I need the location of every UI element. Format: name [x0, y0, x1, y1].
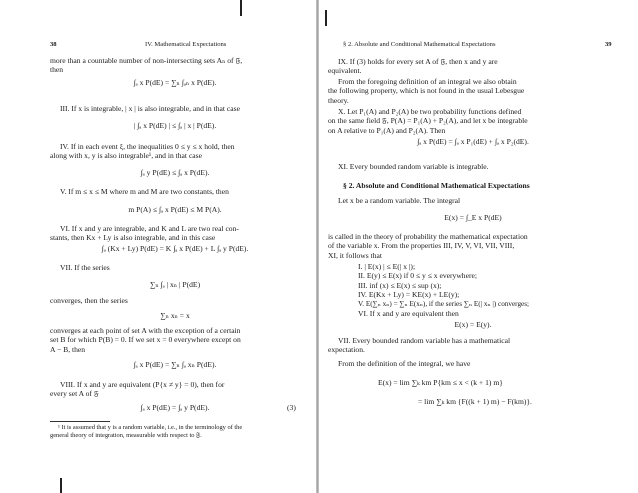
equation: m P(A) ≤ ∫ₐ x P(dE) ≤ M P(A).: [128, 205, 222, 214]
equation-number: (3): [287, 403, 296, 412]
footnote-rule: [50, 421, 110, 422]
equation: E(x) = ∫_E x P(dE): [444, 213, 502, 222]
equation: | ∫ₐ x P(dE) | ≤ ∫ₐ | x | P(dE).: [133, 121, 217, 130]
list-item: IV. E(Kx + Ly) = KE(x) + LE(y);: [358, 290, 460, 300]
equation: E(x) = E(y).: [454, 320, 492, 329]
paragraph: From the definition of the integral, we have: [338, 359, 471, 368]
paragraph: IV. If in each event ξ, the inequalities 0 ≤ y ≤ x hold, then along with x, y is also integrable¹, and in that case: [50, 142, 235, 161]
list-item: VI. If x and y are equivalent then: [358, 309, 459, 319]
paragraph: VII. If the series: [60, 263, 110, 272]
footnote: ¹ It is assumed that y is a random variable, i.e., in the terminology of the general theory of integration, measurable with respect to 𝔉.: [50, 424, 243, 439]
left-page: [0, 0, 318, 493]
section-title: § 2. Absolute and Conditional Mathematical Expectations: [343, 181, 530, 190]
paragraph: more than a countable number of non-intersecting sets Aₙ of 𝔉, then: [50, 56, 243, 75]
equation: ∑ₙ xₙ = x: [160, 311, 190, 320]
equation: E(x) = lim ∑ₖ km P{km ≤ x < (k + 1) m}: [378, 378, 503, 387]
paragraph: VI. If x and y are integrable, and K and L are two real con- stants, then Kx + Ly is also integrable, and in this case: [50, 224, 239, 243]
paragraph: is called in the theory of probability the mathematical expectation of the variable x. From the properties III, IV, V, VI, VII, VIII, XI, it follows that: [328, 232, 528, 260]
equation: ∫ₐ x P(dE) = ∑ₙ ∫ₐₙ x P(dE).: [133, 78, 217, 87]
page-number: 39: [605, 41, 612, 48]
equation: ∫ₐ x P(dE) = ∫ₐ x P₁(dE) + ∫ₐ x P₂(dE).: [417, 137, 529, 146]
list-item: V. E(∑ₙ xₙ) = ∑ₙ E(xₙ), if the series ∑ₙ E(| xₙ |) converges;: [358, 299, 530, 308]
paragraph: From the foregoing definition of an integral we also obtain the following property, which is not found in the usual Lebesgue theory.: [328, 77, 525, 105]
paragraph: XI. Every bounded random variable is integrable.: [338, 162, 489, 171]
equation: ∫ₐ (Kx + Ly) P(dE) = K ∫ₐ x P(dE) + L ∫ₐ y P(dE).: [101, 244, 249, 253]
equation: ∫ₐ x P(dE) = ∑ₙ ∫ₐ xₙ P(dE).: [133, 360, 217, 369]
paragraph: IX. If (3) holds for every set A of 𝔉, then x and y are equivalent.: [328, 57, 498, 76]
page-number: 38: [50, 41, 57, 48]
list-item: I. | E(x) | ≤ E(| x |);: [358, 262, 416, 271]
property-list: [358, 262, 529, 318]
equation: = lim ∑ₖ km {F((k + 1) m) − F(km)}.: [418, 397, 532, 406]
running-head: IV. Mathematical Expectations: [145, 41, 227, 48]
paragraph: III. If x is integrable, | x | is also integrable, and in that case: [60, 104, 240, 113]
paragraph: converges, then the series: [50, 296, 128, 305]
right-page: [318, 0, 638, 493]
paragraph: V. If m ≤ x ≤ M where m and M are two constants, then: [60, 187, 229, 196]
list-item: III. inf (x) ≤ E(x) ≤ sup (x);: [358, 280, 442, 290]
paragraph: VII. Every bounded random variable has a mathematical expectation.: [328, 336, 511, 355]
equation: ∫ₐ x P(dE) = ∫ₐ y P(dE).: [140, 403, 210, 412]
paragraph: VIII. If x and y are equivalent (P{x ≠ y} = 0), then for every set A of 𝔉: [50, 380, 225, 399]
paragraph: converges at each point of set A with the exception of a certain set B for which P(B) = 0. If we set x = 0 everywhere except on A − B, then: [50, 326, 241, 354]
running-head: § 2. Absolute and Conditional Mathematical Expectations: [343, 41, 496, 48]
paragraph: Let x be a random variable. The integral: [338, 196, 461, 205]
equation: ∫ₐ y P(dE) ≤ ∫ₐ x P(dE).: [140, 168, 210, 177]
equation: ∑ₙ ∫ₐ | xₙ | P(dE): [149, 280, 201, 289]
list-item: II. E(y) ≤ E(x) if 0 ≤ y ≤ x everywhere;: [358, 271, 477, 281]
paragraph: X. Let P₁(A) and P₂(A) be two probability functions defined on the same field 𝔉, P(A) = P₁(A) + P₂(A), and let x be integrable on A relative to P₁(A) and P₂(A). Then: [328, 107, 528, 135]
